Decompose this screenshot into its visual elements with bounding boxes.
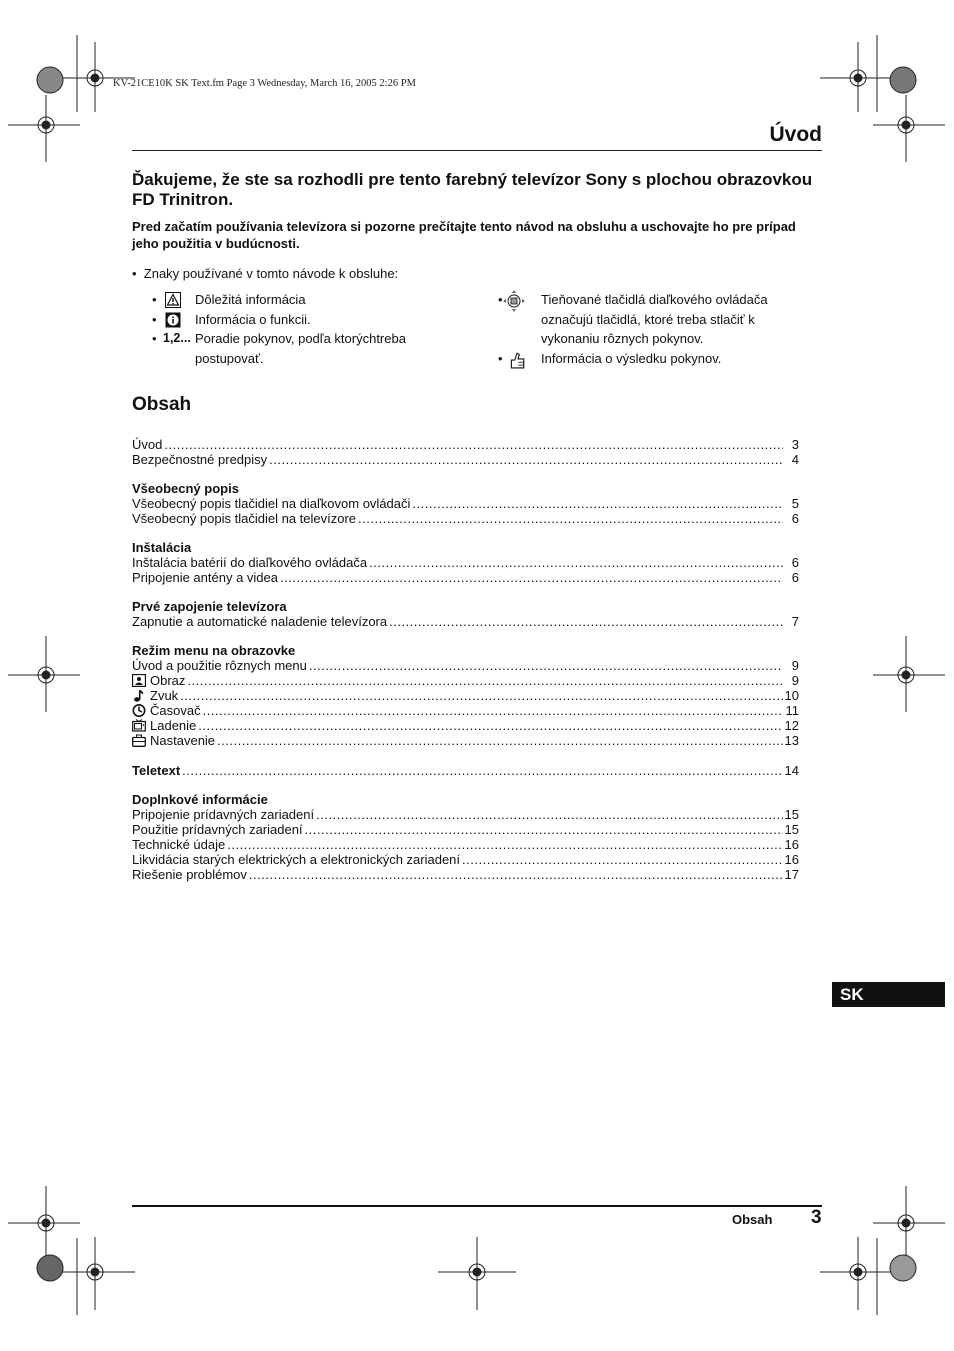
section-title: Úvod — [769, 123, 822, 146]
toc-entry[interactable] — [132, 852, 799, 867]
toc-page-number: 10 — [784, 688, 799, 703]
toc-entry-label: Inštalácia batérií do diaľkového ovládača — [132, 555, 368, 570]
toc-entry-label: Všeobecný popis tlačidiel na diaľkovom ovládači — [132, 496, 411, 511]
toc-entry-label: Likvidácia starých elektrických a elektronických zariadení — [132, 852, 461, 867]
symbol-text: Poradie pokynov, podľa ktorýchtreba postupovať. — [195, 331, 406, 366]
toc-group-heading: Prvé zapojenie televízora — [132, 599, 287, 614]
symbols-intro-text: Znaky používané v tomto návode k obsluhe: — [143, 266, 399, 281]
toc-entry-label: Pripojenie antény a videa — [132, 570, 278, 585]
sound-menu-icon — [132, 689, 146, 702]
remote-buttons-icon — [502, 289, 526, 313]
toc-page-number: 16 — [784, 837, 799, 852]
toc-page-number: 9 — [791, 673, 799, 688]
picture-menu-icon — [132, 674, 146, 687]
toc-page-number: 3 — [791, 437, 799, 452]
symbol-item: • Tieňované tlačidlá diaľkového ovládača označujú tlačidlá, ktoré treba stlačiť k vykonaniu rôznych pokynov. — [478, 290, 808, 349]
symbol-item: • Dôležitá informácia — [152, 292, 306, 307]
toc-entry-label: Úvod — [132, 437, 163, 452]
toc-entry[interactable] — [132, 437, 799, 452]
timer-menu-icon — [132, 704, 146, 717]
footer-section-label: Obsah — [732, 1212, 773, 1227]
tuning-menu-icon — [132, 719, 146, 732]
toc-entry[interactable] — [132, 673, 799, 688]
toc-entry-label: Bezpečnostné predpisy — [132, 452, 268, 467]
toc-page-number: 6 — [791, 555, 799, 570]
symbol-list-right — [478, 290, 808, 368]
toc-page-number: 14 — [784, 763, 799, 778]
toc-page-number: 6 — [791, 570, 799, 585]
toc-entry[interactable] — [132, 733, 799, 748]
toc-page-number: 13 — [784, 733, 799, 748]
toc-entry-label: Nastavenie — [150, 733, 216, 748]
toc-group — [132, 644, 799, 748]
language-tab: SK — [832, 982, 945, 1007]
symbol-text: Informácia o funkcii. — [195, 311, 311, 327]
toc-page-number: 15 — [784, 807, 799, 822]
toc-entry[interactable] — [132, 496, 799, 511]
toc-page-number: 12 — [784, 718, 799, 733]
toc-page-number: 16 — [784, 852, 799, 867]
warning-icon — [165, 292, 181, 308]
toc-group — [132, 600, 799, 629]
symbol-text: Dôležitá informácia — [195, 292, 306, 307]
toc-group-heading: Doplnkové informácie — [132, 792, 268, 807]
header-rule — [132, 150, 822, 151]
toc-page-number: 5 — [791, 496, 799, 511]
symbol-item: • 1,2... Poradie pokynov, podľa ktorýchtreba postupovať. — [152, 331, 406, 366]
table-of-contents — [132, 437, 799, 897]
toc-entry-label: Použitie prídavných zariadení — [132, 822, 303, 837]
toc-entry-label: Zvuk — [150, 688, 179, 703]
toc-group-heading: Režim menu na obrazovke — [132, 643, 296, 658]
toc-entry-label: Teletext — [132, 763, 181, 778]
toc-entry-label: Pripojenie prídavných zariadení — [132, 807, 315, 822]
toc-page-number: 7 — [791, 614, 799, 629]
step-number: 1,2... — [163, 331, 191, 345]
toc-group — [132, 437, 799, 467]
symbols-intro-bullet: • Znaky používané v tomto návode k obsluhe: — [132, 266, 399, 281]
toc-entry-label: Zapnutie a automatické naladenie televízora — [132, 614, 388, 629]
toc-entry[interactable] — [132, 837, 799, 852]
info-icon — [165, 312, 181, 328]
toc-group — [132, 482, 799, 526]
toc-entry-label: Úvod a použitie rôznych menu — [132, 658, 307, 673]
hand-icon — [508, 351, 526, 369]
toc-entry[interactable] — [132, 511, 799, 526]
footer-rule — [132, 1205, 822, 1207]
symbol-list-left — [132, 290, 452, 368]
toc-entry[interactable] — [132, 555, 799, 570]
toc-group-heading: Inštalácia — [132, 540, 192, 555]
toc-page-number: 15 — [784, 822, 799, 837]
symbol-text: Tieňované tlačidlá diaľkového ovládača označujú tlačidlá, ktoré treba stlačiť k vykonaniu rôznych pokynov. — [541, 292, 768, 346]
toc-entry[interactable] — [132, 822, 799, 837]
toc-group — [132, 763, 799, 778]
toc-entry[interactable] — [132, 452, 799, 467]
intro-heading: Ďakujeme, že ste sa rozhodli pre tento farebný televízor Sony s plochou obrazovkou FD Trinitron. — [132, 170, 813, 209]
toc-page-number: 17 — [784, 867, 799, 882]
symbol-item: • Informácia o výsledku pokynov. — [478, 349, 808, 369]
toc-entry-label: Obraz — [150, 673, 186, 688]
page-number: 3 — [811, 1207, 822, 1228]
toc-title: Obsah — [132, 394, 192, 415]
toc-entry-label: Časovač — [150, 703, 201, 718]
toc-page-number: 4 — [791, 452, 799, 467]
setup-menu-icon — [132, 734, 146, 747]
toc-entry-label: Riešenie problémov — [132, 867, 247, 882]
toc-page-number: 11 — [785, 703, 799, 718]
print-info: KV-21CE10K SK Text.fm Page 3 Wednesday, March 16, 2005 2:26 PM — [113, 78, 416, 89]
toc-entry[interactable] — [132, 867, 799, 882]
toc-group — [132, 793, 799, 882]
toc-entry[interactable] — [132, 614, 799, 629]
toc-entry[interactable] — [132, 718, 799, 733]
toc-entry[interactable] — [132, 807, 799, 822]
symbol-item: • Informácia o funkcii. — [152, 311, 311, 327]
toc-entry[interactable] — [132, 688, 799, 703]
toc-page-number: 9 — [791, 658, 799, 673]
toc-entry-label: Ladenie — [150, 718, 197, 733]
toc-entry[interactable] — [132, 763, 799, 778]
toc-entry-label: Technické údaje — [132, 837, 226, 852]
intro-lead: Pred začatím používania televízora si pozorne prečítajte tento návod na obsluhu a uschovajte ho pre prípad jeho použitia v budúcnosti. — [132, 219, 796, 251]
toc-entry-label: Všeobecný popis tlačidiel na televízore — [132, 511, 357, 526]
toc-entry[interactable] — [132, 658, 799, 673]
toc-group — [132, 541, 799, 585]
toc-group-heading: Všeobecný popis — [132, 481, 239, 496]
symbol-text: Informácia o výsledku pokynov. — [541, 350, 722, 366]
toc-entry[interactable] — [132, 570, 799, 585]
toc-entry[interactable] — [132, 703, 799, 718]
toc-page-number: 6 — [791, 511, 799, 526]
